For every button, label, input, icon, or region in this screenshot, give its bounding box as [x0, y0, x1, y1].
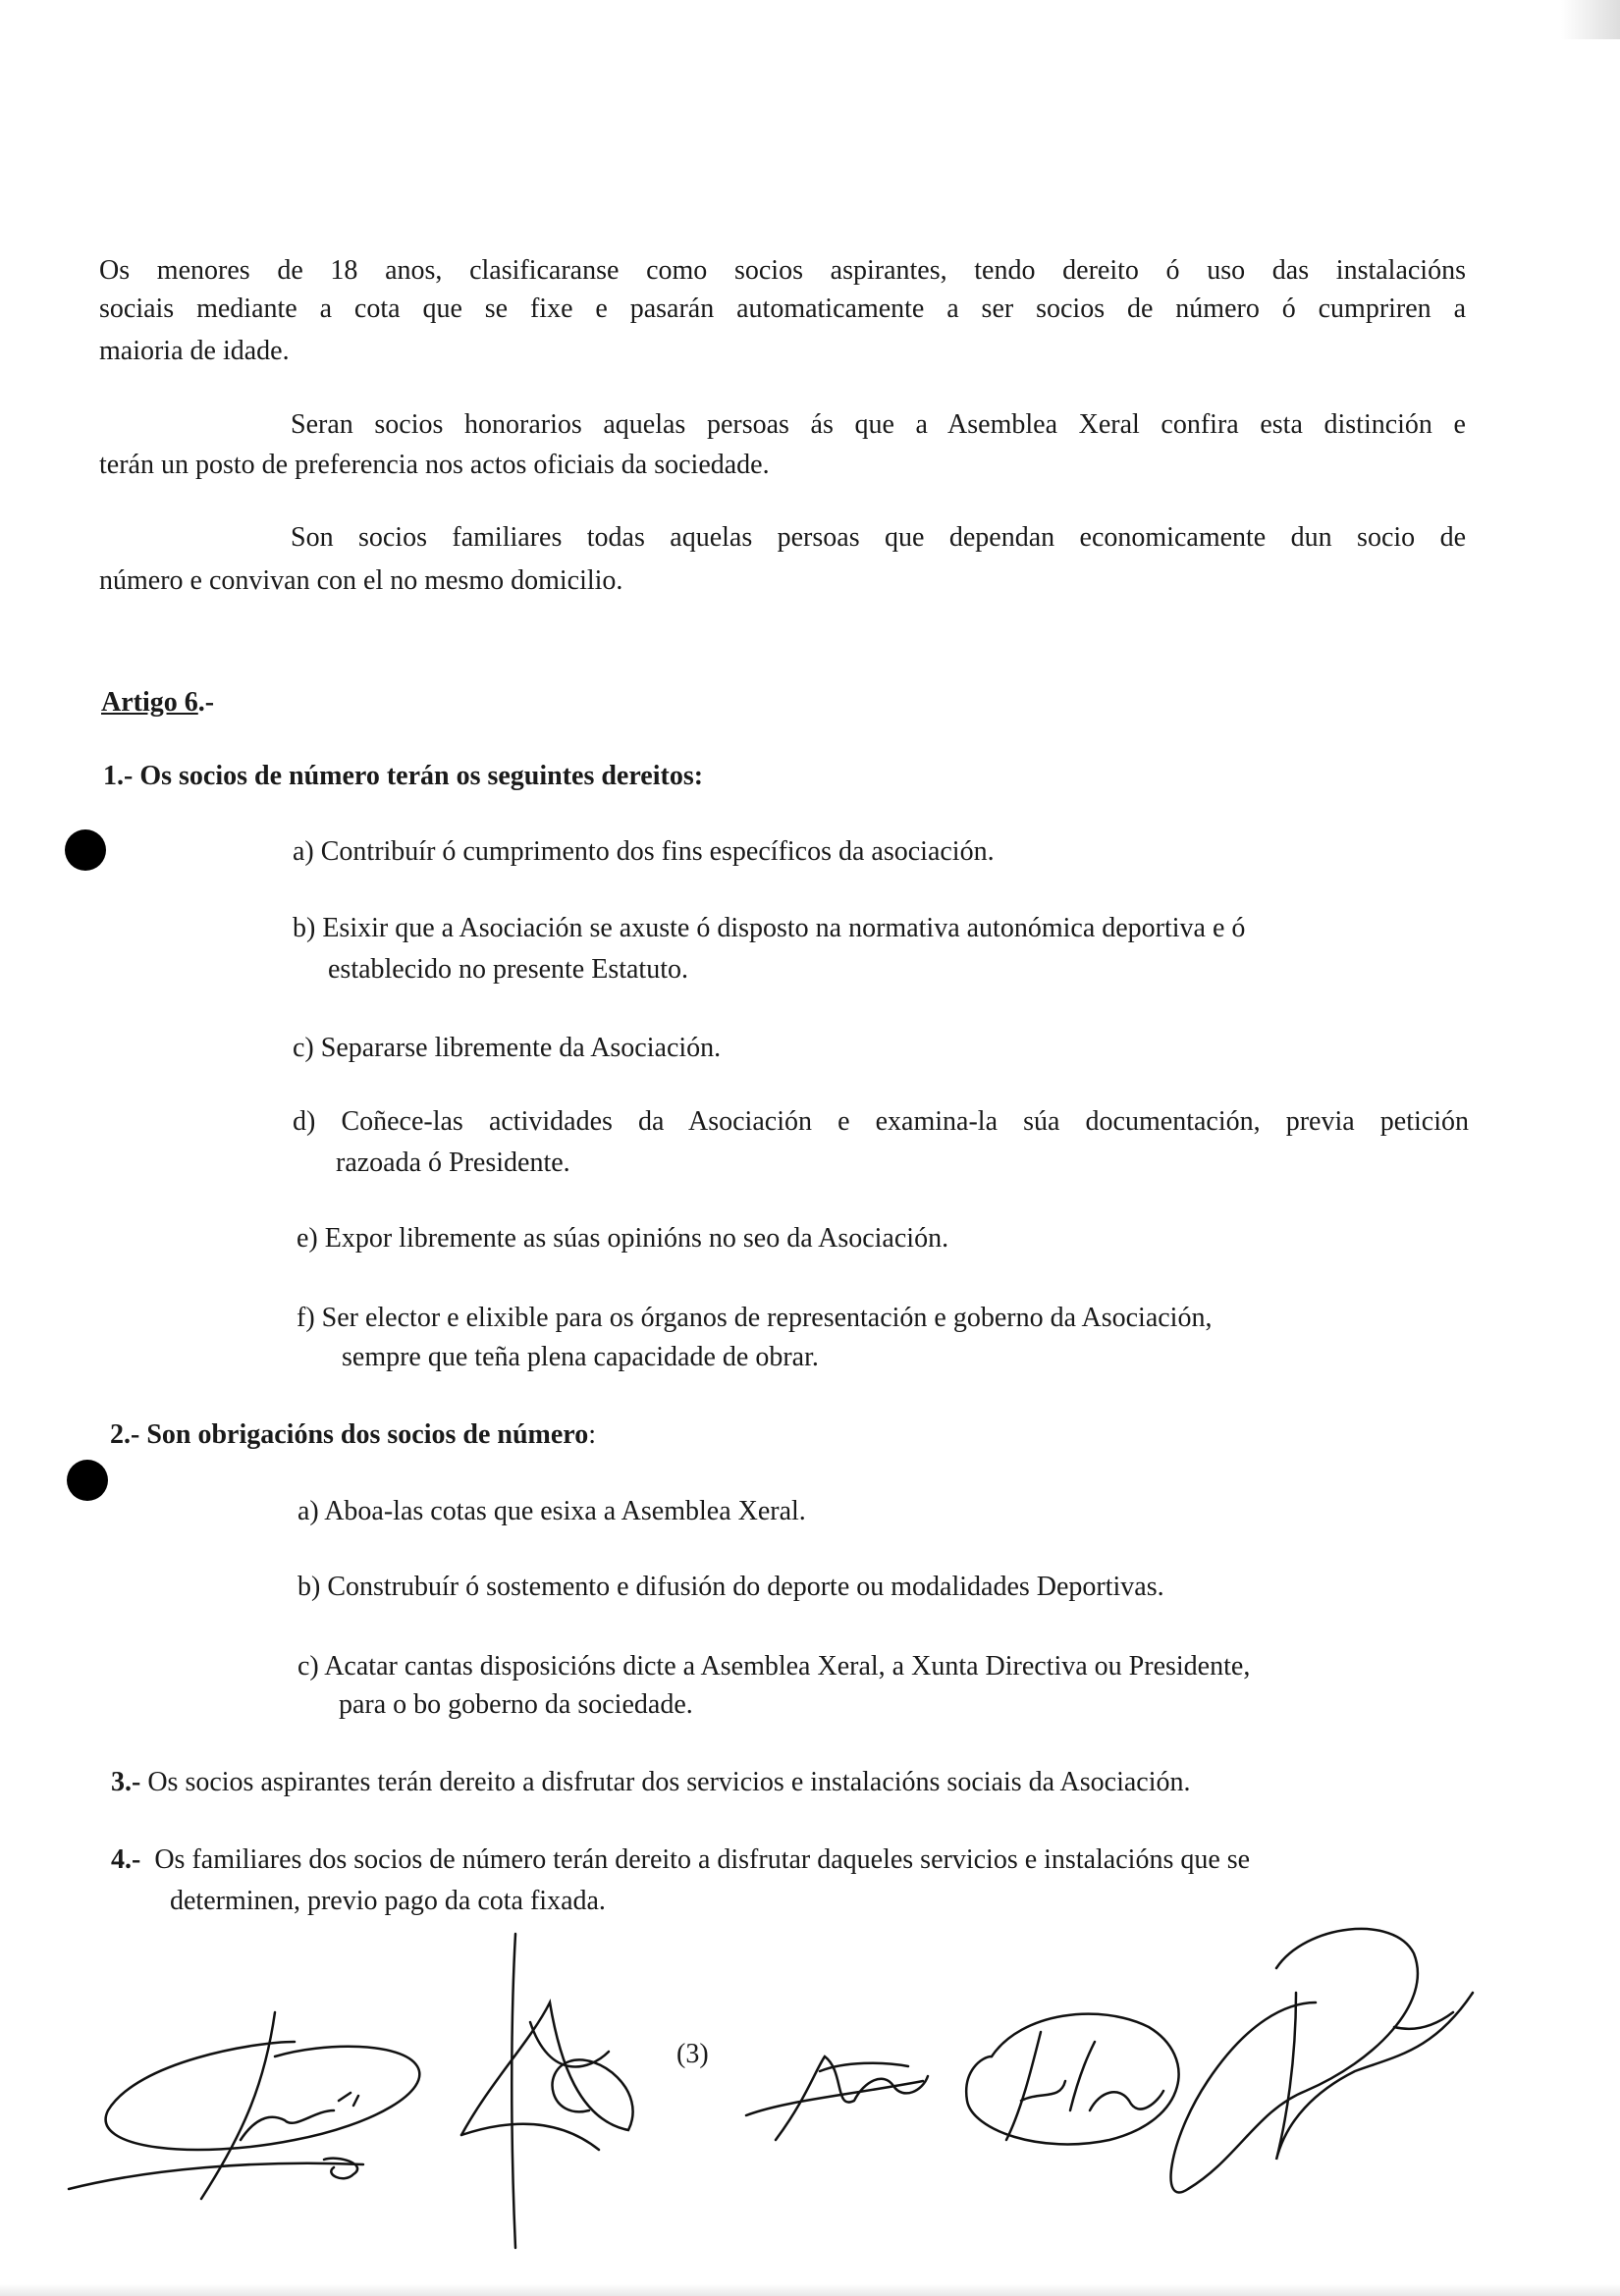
list-item-continuation: sempre que teña plena capacidade de obrar. [342, 1342, 819, 1372]
list-item: e) Expor libremente as súas opinións no seo da Asociación. [297, 1223, 949, 1254]
list-item: f) Ser elector e elixible para os órganos de representación e goberno da Asociación, [297, 1303, 1213, 1333]
list-item: a) Contribuír ó cumprimento dos fins específicos da asociación. [293, 836, 995, 867]
article-title-suffix: .- [197, 687, 215, 718]
list-item: c) Separarse libremente da Asociación. [293, 1033, 722, 1063]
list-item-continuation: establecido no presente Estatuto. [328, 954, 688, 985]
section-2-heading-suffix: : [588, 1419, 596, 1450]
signature-5 [1171, 1929, 1473, 2193]
list-item: d) Coñece-las actividades da Asociación e examina-la súa documentación, previa petición [293, 1106, 1469, 1137]
list-item: c) Acatar cantas disposicións dicte a Asemblea Xeral, a Xunta Directiva ou Presidente, [297, 1651, 1251, 1682]
paragraph-line: Son socios familiares todas aquelas persoas que dependan economicamente dun socio de [291, 522, 1466, 553]
paragraph-line: terán un posto de preferencia nos actos oficiais da sociedade. [99, 450, 770, 480]
section-4-line-2: determinen, previo pago da cota fixada. [170, 1886, 606, 1916]
signature-3 [746, 2056, 928, 2140]
list-item: b) Construbuír ó sostemento e difusión do deporte ou modalidades Deportivas. [297, 1572, 1164, 1602]
page-number: (3) [676, 2039, 709, 2069]
section-3-text: Os socios aspirantes terán dereito a disfrutar dos servicios e instalacións sociais da Asociación. [147, 1767, 1191, 1797]
section-4-line-1: Os familiares dos socios de número terán dereito a disfrutar daqueles servicios e instalacións que se [154, 1844, 1251, 1875]
section-2-heading-text: 2.- Son obrigacións dos socios de número [110, 1419, 589, 1450]
paragraph-line: Seran socios honorarios aquelas persoas ás que a Asemblea Xeral confira esta distinción e [291, 409, 1466, 440]
signature-1 [69, 2012, 419, 2199]
paragraph-line: número e convivan con el no mesmo domicilio. [99, 565, 623, 596]
list-item-continuation: razoada ó Presidente. [336, 1148, 570, 1178]
paragraph-line: maioria de idade. [99, 336, 290, 366]
paragraph-line: sociais mediante a cota que se fixe e pasarán automaticamente a ser socios de número ó cumpriren a [99, 294, 1466, 324]
section-4-number: 4.- [111, 1844, 141, 1875]
list-item: a) Aboa-las cotas que esixa a Asemblea Xeral. [297, 1496, 806, 1526]
list-item: b) Esixir que a Asociación se axuste ó disposto na normativa autonómica deportiva e ó [293, 913, 1246, 943]
section-3-number: 3.- [111, 1767, 141, 1797]
paragraph-line: Os menores de 18 anos, clasificaranse como socios aspirantes, tendo dereito ó uso das instalacións [99, 255, 1466, 286]
signature-2 [461, 1934, 633, 2248]
signature-4 [966, 2014, 1178, 2145]
scan-bottom-edge [0, 2284, 1620, 2296]
list-item-continuation: para o bo goberno da sociedade. [339, 1689, 693, 1720]
section-1-heading: 1.- Os socios de número terán os seguintes dereitos: [103, 761, 704, 791]
article-title-text: Artigo 6 [101, 687, 198, 718]
